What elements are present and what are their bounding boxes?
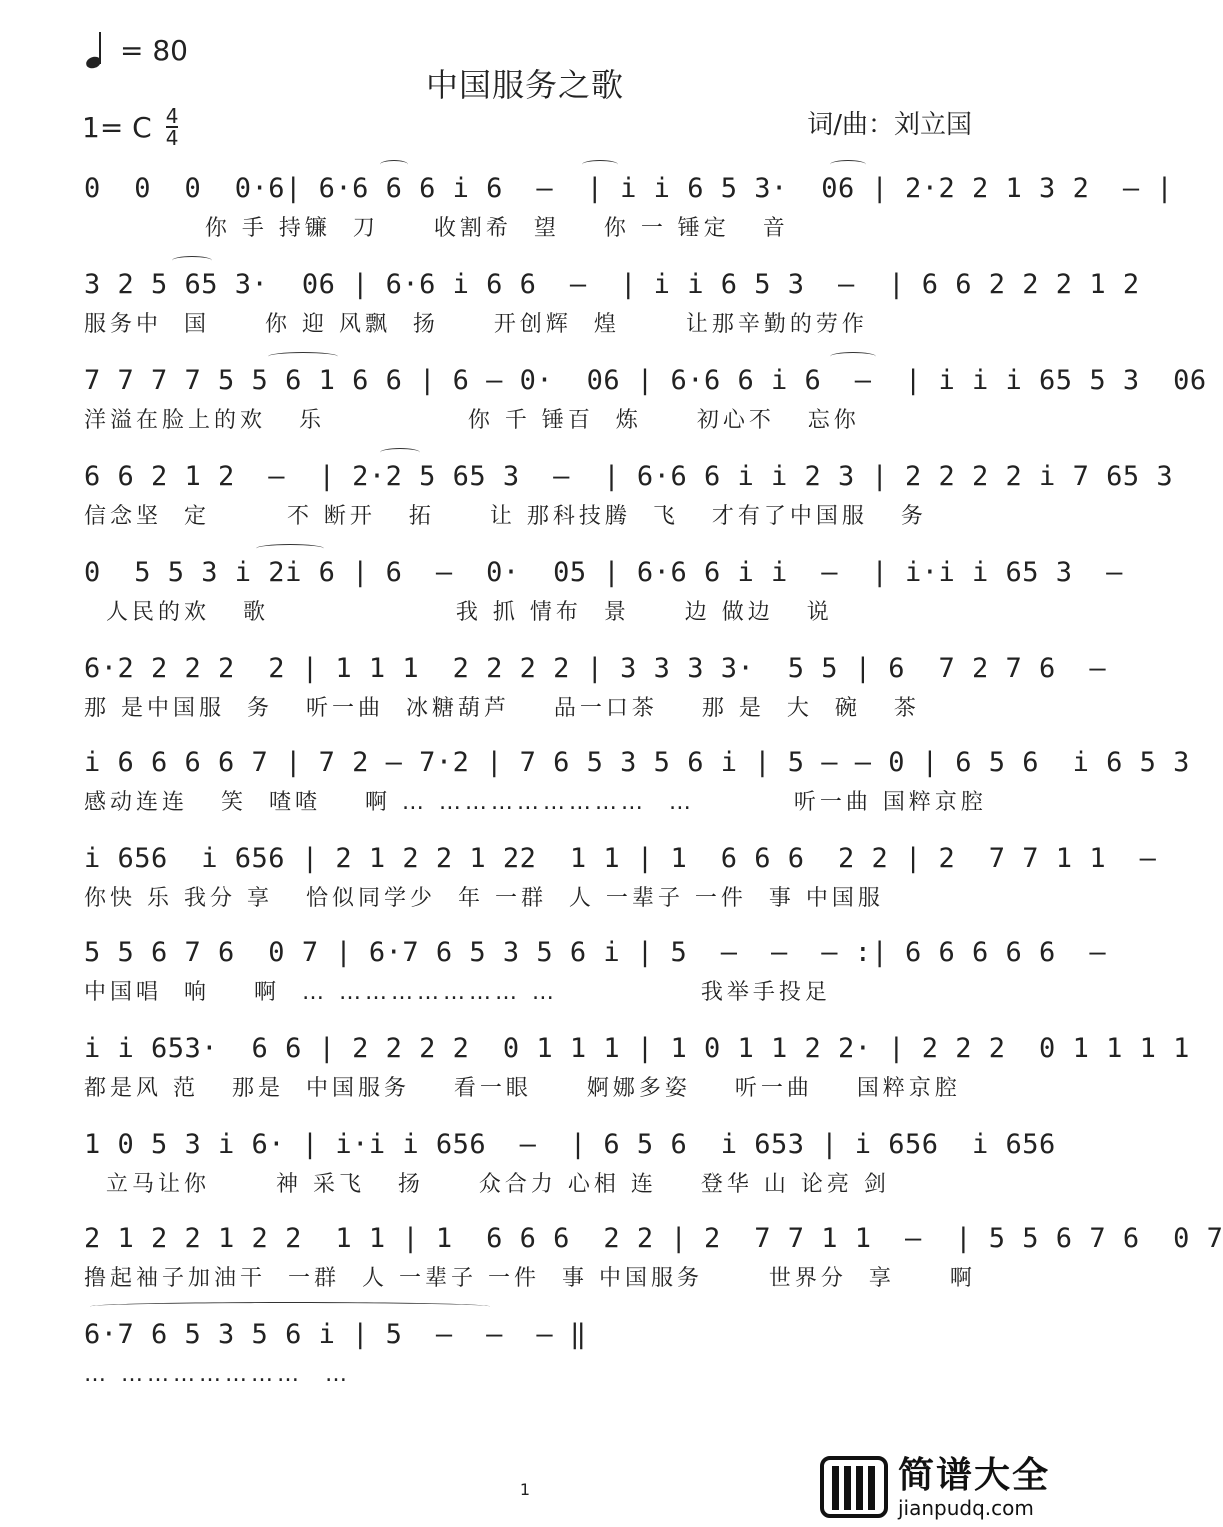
time-top: 4 — [165, 104, 179, 128]
score-system — [84, 746, 1190, 820]
song-title: 中国服务之歌 — [425, 66, 624, 104]
lyrics-line: 你 手 持镰 刀 收割希 望 你 一 锤定 音 — [84, 216, 789, 241]
slur-mark — [830, 160, 866, 169]
key-label: 1= C — [82, 110, 152, 144]
score-system — [84, 1222, 1223, 1296]
lyrics-line: 那 是中国服 务 听一曲 冰糖葫芦 品一口茶 那 是 大 碗 茶 — [84, 696, 920, 721]
notes-line: 0 0 0 0·6| 6·6 6 6 i 6 — | i i 6 5 3· 06 | 2·2 2 1 3 2 — | — [84, 173, 1174, 204]
time-signature — [166, 106, 179, 148]
slur-mark — [830, 352, 876, 361]
lyrics-line: 信念坚 定 不 断开 拓 让 那科技腾 飞 才有了中国服 务 — [84, 504, 927, 529]
tempo-value: = 80 — [120, 33, 188, 67]
slur-mark — [256, 544, 324, 553]
score-system — [84, 172, 1174, 246]
key-signature — [82, 106, 178, 148]
score-system — [84, 1032, 1190, 1106]
slur-mark — [380, 448, 420, 457]
lyrics-line: 都是风 范 那是 中国服务 看一眼 婀娜多姿 听一曲 国粹京腔 — [84, 1076, 961, 1101]
lyrics-line: 立马让你 神 采飞 扬 众合力 心相 连 登华 山 论亮 剑 — [84, 1172, 890, 1197]
notes-line: 6 6 2 1 2 — | 2·2 5 65 3 — | 6·6 6 i i 2 3 | 2 2 2 2 i 7 65 3 — [84, 461, 1174, 492]
lyrics-line: 洋溢在脸上的欢 乐 你 千 锤百 炼 初心不 忘你 — [84, 408, 860, 433]
score-system — [84, 460, 1174, 534]
notes-line: 1 0 5 3 i 6· | i·i i 656 — | 6 5 6 i 653 | i 656 i 656 — [84, 1129, 1056, 1160]
notes-line: 7 7 7 7 5 5 6 1 6 6 | 6 — 0· 06 | 6·6 6 i 6 — | i i i 65 5 3 06 — [84, 365, 1207, 396]
notes-line: 2 1 2 2 1 2 2 1 1 | 1 6 6 6 2 2 | 2 7 7 1 1 — | 5 5 6 7 6 0 7 — [84, 1223, 1223, 1254]
slur-mark — [90, 1302, 490, 1311]
slur-mark — [582, 160, 618, 169]
lyrics-line: 中国唱 响 啊 … ………………… … 我举手投足 — [84, 980, 831, 1005]
watermark-name: 简谱大全 — [898, 1455, 1051, 1496]
score-system — [84, 556, 1123, 630]
notes-line: 3 2 5 65 3· 06 | 6·6 i 6 6 — | i i 6 5 3 — | 6 6 2 2 2 1 2 — [84, 269, 1140, 300]
watermark-url: jianpudq.com — [898, 1496, 1034, 1520]
lyrics-line: 服务中 国 你 迎 风飘 扬 开创辉 煌 让那辛勤的劳作 — [84, 312, 868, 337]
lyrics-line: … ………………… … — [84, 1362, 351, 1387]
notes-line: 6·7 6 5 3 5 6 i | 5 — — — ‖ — [84, 1319, 587, 1350]
score-system — [84, 364, 1207, 438]
page-number: 1 — [519, 1480, 531, 1499]
score-system — [84, 268, 1140, 342]
notes-line: 6·2 2 2 2 2 | 1 1 1 2 2 2 2 | 3 3 3 3· 5 5 | 6 7 2 7 6 — — [84, 653, 1107, 684]
time-bottom: 4 — [165, 126, 179, 150]
score-system — [84, 652, 1107, 726]
score-system — [84, 1318, 976, 1392]
notes-line: 0 5 5 3 i 2i 6 | 6 — 0· 05 | 6·6 6 i i — | i·i i 65 3 — — [84, 557, 1123, 588]
slur-mark — [268, 352, 338, 361]
notes-line: i 6 6 6 6 7 | 7 2 — 7·2 | 7 6 5 3 5 6 i | 5 — — 0 | 6 5 6 i 6 5 3 — [84, 747, 1190, 778]
score-system — [84, 1128, 1056, 1202]
piano-logo-icon — [820, 1456, 888, 1518]
slur-mark — [380, 160, 408, 169]
lyrics-line: 感动连连 笑 喳喳 啊 … …………………… … 听一曲 国粹京腔 — [84, 790, 987, 815]
score-system — [84, 842, 1157, 916]
site-watermark — [820, 1455, 1050, 1519]
composer-credit: 词/曲：刘立国 — [807, 110, 972, 140]
notes-line: i 656 i 656 | 2 1 2 2 1 22 1 1 | 1 6 6 6 2 2 | 2 7 7 1 1 — — [84, 843, 1157, 874]
slur-mark — [172, 256, 212, 265]
lyrics-line: 你快 乐 我分 享 恰似同学少 年 一群 人 一辈子 一件 事 中国服 — [84, 886, 884, 911]
score-system — [84, 936, 1107, 1010]
notes-line: i i 653· 6 6 | 2 2 2 2 0 1 1 1 | 1 0 1 1 2 2· | 2 2 2 0 1 1 1 1 — [84, 1033, 1190, 1064]
lyrics-line: 人民的欢 歌 我 抓 情布 景 边 做边 说 — [84, 600, 833, 625]
notes-line: 5 5 6 7 6 0 7 | 6·7 6 5 3 5 6 i | 5 — — — :| 6 6 6 6 6 — — [84, 937, 1107, 968]
lyrics-line: 撸起袖子加油干 一群 人 一辈子 一件 事 中国服务 世界分 享 啊 — [84, 1266, 976, 1291]
